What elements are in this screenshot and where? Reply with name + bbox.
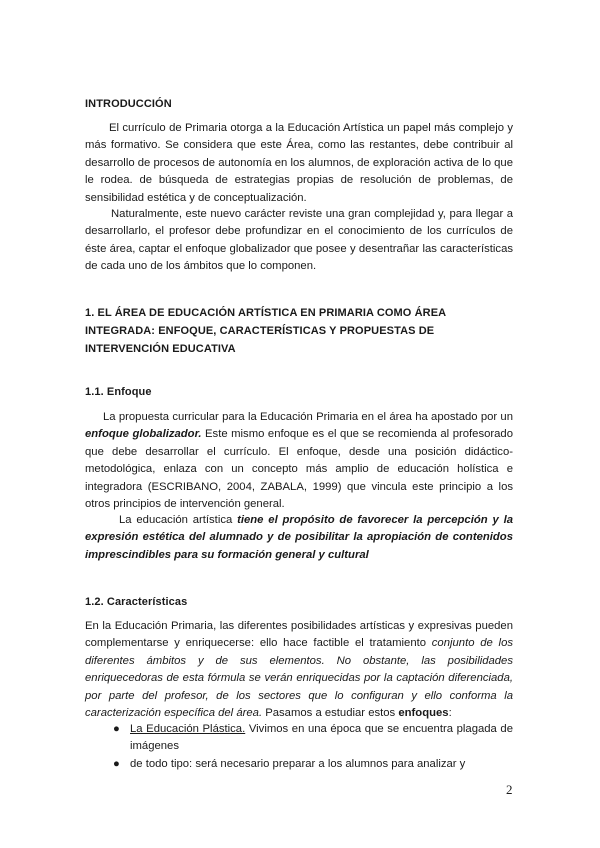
enfoque-p1-emphasis: enfoque globalizador.	[85, 428, 202, 441]
caracteristicas-paragraph-1	[85, 618, 513, 722]
caracteristicas-p1-colon: :	[448, 707, 452, 720]
bullet-icon: ●	[113, 757, 120, 770]
list-item-text: Vivimos en una época que se encuentra plagada de imágenes	[130, 723, 513, 753]
enfoque-heading: 1.1. Enfoque	[85, 386, 152, 398]
list-item	[113, 756, 513, 773]
caracteristicas-heading: 1.2. Características	[85, 596, 188, 608]
caracteristicas-p1-text-2: Pasamos a estudiar estos	[262, 707, 399, 720]
intro-heading: INTRODUCCIÓN	[85, 98, 172, 110]
list-item-label: La Educación Plástica.	[130, 723, 246, 735]
caracteristicas-list	[113, 721, 513, 773]
list-item-text: de todo tipo: será necesario preparar a los alumnos para analizar y	[130, 757, 466, 770]
enfoque-paragraph-1	[85, 409, 513, 513]
intro-paragraph-2: Naturalmente, este nuevo carácter reviste una gran complejidad y, para llegar a desarrollarlo, el profesor debe profundizar en el conocimiento de los currículos de éste área, captar el enfoque globalizador que posee y desentrañar las características de cada uno de los ámbitos que lo componen.	[85, 208, 513, 273]
bullet-icon: ●	[113, 723, 120, 735]
intro-paragraph-1: El currículo de Primaria otorga a la Educación Artística un papel más complejo y más formativo. Se considera que este Área, como las restantes, debe contribuir al desarrollo de procesos de autonomía en los alumnos, de exploración activa de lo que le rodea. de búsqueda de estrategias propias de resolución de problemas, de sensibilidad estética y de conceptualización.	[85, 122, 513, 204]
caracteristicas-p1-bold: enfoques	[398, 707, 449, 720]
list-item	[113, 721, 513, 756]
section-1-heading: 1. EL ÁREA DE EDUCACIÓN ARTÍSTICA EN PRIMARIA COMO ÁREA INTEGRADA: ENFOQUE, CARACTERÍSTICAS Y PROPUESTAS DE INTERVENCIÓN EDUCATIVA	[85, 307, 446, 355]
caracteristicas-p1-italic: conjunto de los diferentes ámbitos y de sus elementos. No obstante, las posibilidades enriquecedoras de esta fórmula se verán enriquecidas por la captación diferenciada, por parte del profesor, de los sectores que lo configuran y ello conforma la caracterización específica del área.	[85, 637, 513, 720]
enfoque-p2-text: La educación artística	[119, 514, 238, 526]
enfoque-paragraph-2	[85, 512, 513, 564]
enfoque-p2-emphasis: tiene el propósito de favorecer la percepción y la expresión estética del alumnado y de posibilitar la apropiación de contenidos imprescindibles para su formación general y cultural	[85, 514, 513, 561]
enfoque-p1-text-2: Este mismo enfoque es el que se recomienda al profesorado que debe desarrollar el currículo. El enfoque, desde una posición didáctico-metodológica, enlaza con un concepto más amplio de educación holística e integradora (ESCRIBANO, 2004, ZABALA, 1999) que vincula este principio a los otros principios de intervención general.	[85, 428, 513, 511]
caracteristicas-p1-text: En la Educación Primaria, las diferentes posibilidades artísticas y expresivas pueden complementarse y enriquecerse: ello hace factible el tratamiento	[85, 620, 513, 650]
page-number: 2	[506, 782, 513, 797]
enfoque-p1-text: La propuesta curricular para la Educación Primaria en el área ha apostado por un	[103, 411, 513, 423]
